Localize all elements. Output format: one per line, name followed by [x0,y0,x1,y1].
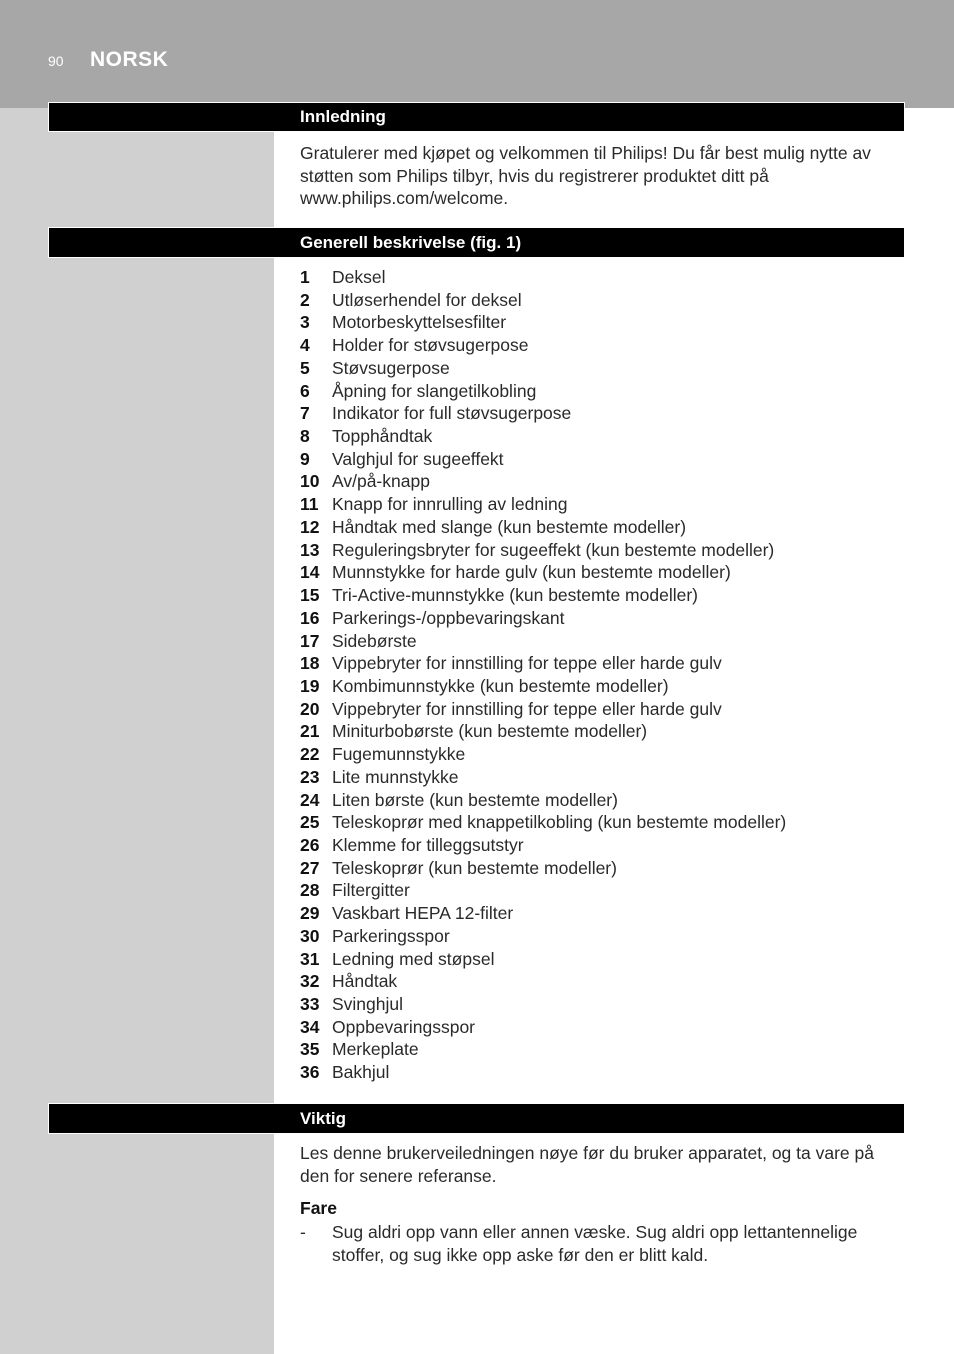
item-label: Lite munnstykke [332,766,459,787]
item-label: Bakhjul [332,1062,390,1083]
item-label: Ledning med støpsel [332,948,495,969]
item-number: 7 [300,403,310,424]
list-item [300,334,905,357]
item-label: Åpning for slangetilkobling [332,380,537,401]
item-number: 10 [300,471,320,492]
item-label: Deksel [332,267,386,287]
list-item [300,698,905,721]
item-number: 26 [300,834,320,855]
item-label: Av/på-knapp [332,471,430,492]
list-item [300,743,905,766]
item-number: 15 [300,585,320,606]
list-item [300,357,905,380]
item-label: Teleskoprør med knappetilkobling (kun bestemte modeller) [332,812,787,833]
list-item [300,948,905,971]
list-item [300,925,905,948]
item-label: Munnstykke for harde gulv (kun bestemte modeller) [332,562,731,583]
item-label: Holder for støvsugerpose [332,335,529,356]
item-label: Tri-Active-munnstykke (kun bestemte modeller) [332,585,698,606]
list-item [300,993,905,1016]
page-header [0,0,954,108]
list-item [300,970,905,993]
item-number: 9 [300,448,310,469]
item-number: 16 [300,607,320,628]
item-number: 12 [300,516,320,537]
item-number: 22 [300,744,320,765]
section-bar-intro [48,102,905,132]
item-label: Vaskbart HEPA 12-filter [332,903,514,924]
item-label: Liten børste (kun bestemte modeller) [332,789,618,810]
item-label: Klemme for tilleggsutstyr [332,834,524,855]
list-item [300,516,905,539]
list-item [300,1061,905,1084]
item-label: Vippebryter for innstilling for teppe eller harde gulv [332,698,722,719]
item-number: 6 [300,380,310,401]
item-label: Indikator for full støvsugerpose [332,403,572,424]
list-item [300,561,905,584]
item-label: Miniturbobørste (kun bestemte modeller) [332,721,648,742]
item-label: Oppbevaringsspor [332,1016,475,1037]
list-item [300,584,905,607]
item-label: Fugemunnstykke [332,744,466,765]
list-item [300,766,905,789]
item-label: Knapp for innrulling av ledning [332,494,568,515]
item-number: 20 [300,698,320,719]
list-item [300,720,905,743]
list-item [300,1038,905,1061]
item-number: 29 [300,903,320,924]
item-number: 14 [300,562,320,583]
important-paragraph: Les denne brukerveiledningen nøye før du bruker apparatet, og ta vare på den for senere referanse. [300,1143,874,1186]
list-item [300,1016,905,1039]
item-number: 25 [300,812,320,833]
item-label: Merkeplate [332,1039,419,1060]
list-item [300,902,905,925]
list-item [300,289,905,312]
item-label: Kombimunnstykke (kun bestemte modeller) [332,675,669,696]
list-item [300,675,905,698]
list-item [300,493,905,516]
item-label: Reguleringsbryter for sugeeffekt (kun bestemte modeller) [332,539,775,560]
item-number: 4 [300,335,310,356]
item-number: 18 [300,653,320,674]
item-number: 1 [300,267,310,287]
item-label: Filtergitter [332,880,410,901]
item-number: 11 [300,494,319,515]
item-number: 28 [300,880,320,901]
item-label: Teleskoprør (kun bestemte modeller) [332,857,617,878]
item-number: 8 [300,426,310,447]
item-number: 27 [300,857,320,878]
item-number: 36 [300,1062,320,1083]
item-number: 19 [300,675,320,696]
item-number: 24 [300,789,320,810]
left-margin-column [0,108,274,1354]
item-label: Parkeringsspor [332,925,450,946]
list-item [300,425,905,448]
item-number: 33 [300,994,320,1014]
page-number: 90 [48,53,64,69]
item-label: Vippebryter for innstilling for teppe eller harde gulv [332,653,722,674]
item-number: 21 [300,721,320,742]
section-bar-important [48,1103,905,1134]
list-item [300,607,905,630]
item-number: 3 [300,312,310,333]
danger-heading: Fare [300,1198,337,1218]
section-title-intro: Innledning [300,107,386,126]
bullet-dash: - [300,1222,306,1242]
list-item [300,470,905,493]
section-title-important: Viktig [300,1108,346,1128]
list-item [300,266,905,289]
list-item [300,380,905,403]
item-label: Håndtak [332,971,398,992]
item-label: Valghjul for sugeeffekt [332,448,504,469]
list-item [300,448,905,471]
list-item [300,402,905,425]
item-label: Parkerings-/oppbevaringskant [332,607,565,628]
item-number: 23 [300,766,320,787]
list-item [300,834,905,857]
item-label: Støvsugerpose [332,357,450,378]
list-item [300,539,905,562]
item-label: Topphåndtak [332,426,433,447]
item-label: Motorbeskyttelsesfilter [332,312,507,333]
list-item [300,879,905,902]
bullet-text: Sug aldri opp vann eller annen væske. Sug aldri opp lettantennelige stoffer, og sug ikke opp aske før den er blitt kald. [332,1222,858,1265]
danger-bullet [300,1221,905,1266]
item-label: Svinghjul [332,994,404,1014]
item-label: Sidebørste [332,630,417,651]
parts-list [300,266,905,1084]
list-item [300,311,905,334]
item-label: Håndtak med slange (kun bestemte modeller) [332,516,687,537]
list-item [300,857,905,880]
language-heading: NORSK [90,48,169,71]
item-number: 13 [300,539,320,560]
item-number: 32 [300,971,320,992]
item-number: 17 [300,630,320,651]
item-number: 30 [300,925,320,946]
item-number: 34 [300,1016,320,1037]
list-item [300,630,905,653]
list-item [300,789,905,812]
item-number: 5 [300,357,310,378]
list-item [300,652,905,675]
item-number: 31 [300,948,320,969]
section-title-description: Generell beskrivelse (fig. 1) [300,232,522,252]
intro-paragraph: Gratulerer med kjøpet og velkommen til Philips! Du får best mulig nytte av støtten som Philips tilbyr, hvis du registrerer produktet ditt på www.philips.com/welcome. [300,143,871,209]
list-item [300,811,905,834]
section-bar-description [48,227,905,258]
item-label: Utløserhendel for deksel [332,289,522,310]
item-number: 35 [300,1039,320,1060]
item-number: 2 [300,289,310,310]
